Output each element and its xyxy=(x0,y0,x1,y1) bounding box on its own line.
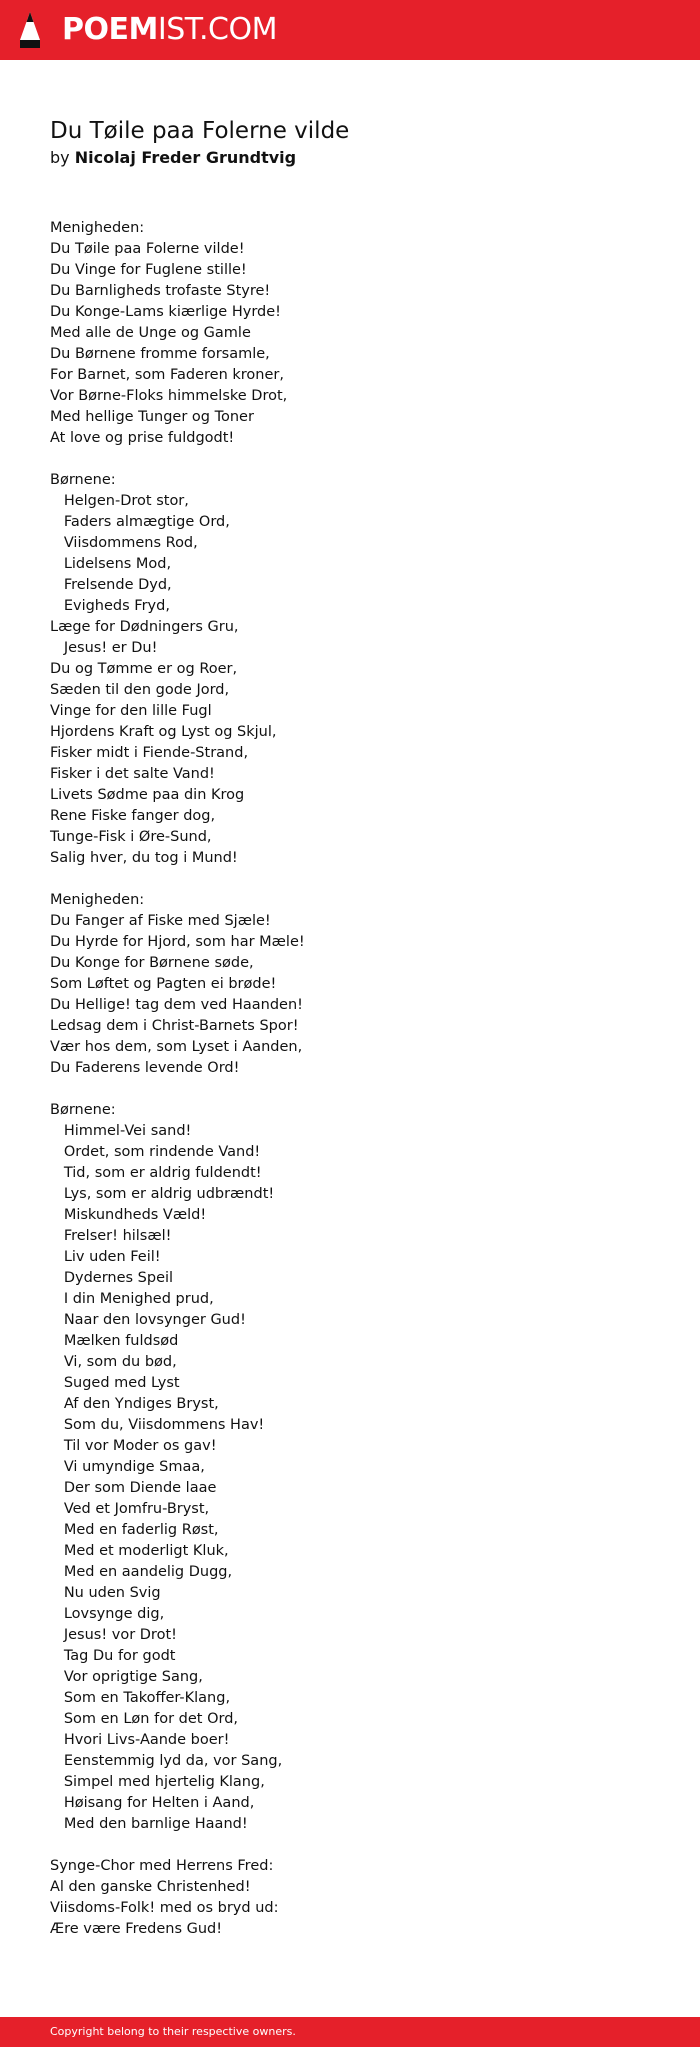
poem-line: Vinge for den lille Fugl xyxy=(50,703,212,719)
poem-line: Ære være Fredens Gud! xyxy=(50,1921,223,1937)
poem-line: For Barnet, som Faderen kroner, xyxy=(50,367,284,383)
poem-line: Som en Takoffer-Klang, xyxy=(50,1690,231,1706)
poem-line: Viisdoms-Folk! med os bryd ud: xyxy=(50,1900,279,1916)
poem-line: Vor Børne-Floks himmelske Drot, xyxy=(50,388,288,404)
poem-line: Vor oprigtige Sang, xyxy=(50,1669,203,1685)
poem-line: Mælken fuldsød xyxy=(50,1333,179,1349)
poem-line: Salig hver, du tog i Mund! xyxy=(50,850,238,866)
poem-line: Jesus! er Du! xyxy=(50,640,158,656)
poem-line: Børnene: xyxy=(50,1102,116,1118)
poem-line: Lys, som er aldrig udbrændt! xyxy=(50,1186,275,1202)
poem-line: Af den Yndiges Bryst, xyxy=(50,1396,219,1412)
poem-line: Du Hyrde for Hjord, som har Mæle! xyxy=(50,934,305,950)
poem-line: Høisang for Helten i Aand, xyxy=(50,1795,255,1811)
poem-line: Evigheds Fryd, xyxy=(50,598,170,614)
poem-line: Fisker i det salte Vand! xyxy=(50,766,215,782)
poem-line: Helgen-Drot stor, xyxy=(50,493,189,509)
poem-line: Du Tøile paa Folerne vilde! xyxy=(50,241,245,257)
poem-line: Til vor Moder os gav! xyxy=(50,1438,217,1454)
poem-line: Som Løftet og Pagten ei brøde! xyxy=(50,976,277,992)
poem-line: Du Konge-Lams kiærlige Hyrde! xyxy=(50,304,281,320)
poem-line: Du Vinge for Fuglene stille! xyxy=(50,262,247,278)
poem-line: Der som Diende laae xyxy=(50,1480,217,1496)
poem-line: Du Børnene fromme forsamle, xyxy=(50,346,270,362)
poem-line: Med en aandelig Dugg, xyxy=(50,1564,233,1580)
site-header xyxy=(0,0,700,60)
poem-line: Al den ganske Christenhed! xyxy=(50,1879,251,1895)
poem-line: Viisdommens Rod, xyxy=(50,535,198,551)
poem-line: Nu uden Svig xyxy=(50,1585,161,1601)
poem-line: Himmel-Vei sand! xyxy=(50,1123,192,1139)
poem-line: Ordet, som rindende Vand! xyxy=(50,1144,261,1160)
poem-line: Tag Du for godt xyxy=(50,1648,176,1664)
poem-line: Lidelsens Mod, xyxy=(50,556,172,572)
poem-line: Som du, Viisdommens Hav! xyxy=(50,1417,265,1433)
poem-line: Du Fanger af Fiske med Sjæle! xyxy=(50,913,271,929)
poem-line: Frelsende Dyd, xyxy=(50,577,172,593)
poem-line: Du Barnligheds trofaste Styre! xyxy=(50,283,271,299)
poem-line: Menigheden: xyxy=(50,892,145,908)
poem-line: Suged med Lyst xyxy=(50,1375,180,1391)
poem-line: Miskundheds Væld! xyxy=(50,1207,207,1223)
poem-line: Rene Fiske fanger dog, xyxy=(50,808,216,824)
poem-line: Faders almægtige Ord, xyxy=(50,514,230,530)
poem-line: Frelser! hilsæl! xyxy=(50,1228,172,1244)
poem-line: Ledsag dem i Christ-Barnets Spor! xyxy=(50,1018,299,1034)
poem-line: Du Hellige! tag dem ved Haanden! xyxy=(50,997,303,1013)
byline-label: by xyxy=(50,148,70,167)
poem-line: Dydernes Speil xyxy=(50,1270,174,1286)
poem-line: Livets Sødme paa din Krog xyxy=(50,787,245,803)
poem-line: Tunge-Fisk i Øre-Sund, xyxy=(50,829,212,845)
poem-line: Som en Løn for det Ord, xyxy=(50,1711,239,1727)
poem-line: Hvori Livs-Aande boer! xyxy=(50,1732,230,1748)
footer-copyright: Copyright belong to their respective owners. xyxy=(50,2025,296,2038)
poem-author: Nicolaj Freder Grundtvig xyxy=(74,148,297,167)
poem-title: Du Tøile paa Folerne vilde xyxy=(50,118,350,144)
poem-line: Med en faderlig Røst, xyxy=(50,1522,219,1538)
poem-line: Lovsynge dig, xyxy=(50,1606,165,1622)
poem-line: Med et moderligt Kluk, xyxy=(50,1543,229,1559)
poem-line: Eenstemmig lyd da, vor Sang, xyxy=(50,1753,283,1769)
site-logo-link[interactable] xyxy=(18,10,277,50)
logo-text-bold: POEM xyxy=(62,12,158,47)
poem-line: At love og prise fuldgodt! xyxy=(50,430,235,446)
poem-body xyxy=(50,218,670,1940)
poem-line: Naar den lovsynger Gud! xyxy=(50,1312,246,1328)
poem-line: Synge-Chor med Herrens Fred: xyxy=(50,1858,274,1874)
stanza-break xyxy=(50,869,670,890)
poem-line: Sæden til den gode Jord, xyxy=(50,682,230,698)
poem-line: Simpel med hjertelig Klang, xyxy=(50,1774,265,1790)
poem-line: Tid, som er aldrig fuldendt! xyxy=(50,1165,262,1181)
poem-line: Læge for Dødningers Gru, xyxy=(50,619,239,635)
poem-byline xyxy=(50,146,296,170)
poem-line: Vær hos dem, som Lyset i Aanden, xyxy=(50,1039,303,1055)
pencil-tip-icon xyxy=(18,10,42,50)
poem-line: Vi umyndige Smaa, xyxy=(50,1459,205,1475)
poem-line: Du Konge for Børnene søde, xyxy=(50,955,254,971)
poem-line: Med den barnlige Haand! xyxy=(50,1816,248,1832)
logo-text-light: IST.COM xyxy=(157,12,277,47)
poem-line: I din Menighed prud, xyxy=(50,1291,214,1307)
stanza-break xyxy=(50,449,670,470)
poem-line: Med alle de Unge og Gamle xyxy=(50,325,251,341)
poem-line: Liv uden Feil! xyxy=(50,1249,161,1265)
poem-line: Fisker midt i Fiende-Strand, xyxy=(50,745,249,761)
poem-line: Hjordens Kraft og Lyst og Skjul, xyxy=(50,724,277,740)
poem-line: Du og Tømme er og Roer, xyxy=(50,661,238,677)
site-logo-text xyxy=(62,10,277,50)
poem-line: Du Faderens levende Ord! xyxy=(50,1060,240,1076)
poem-line: Ved et Jomfru-Bryst, xyxy=(50,1501,210,1517)
stanza-break xyxy=(50,1835,670,1856)
poem-line: Børnene: xyxy=(50,472,116,488)
poem-line: Jesus! vor Drot! xyxy=(50,1627,177,1643)
stanza-break xyxy=(50,1079,670,1100)
poem-line: Menigheden: xyxy=(50,220,145,236)
poem-line: Vi, som du bød, xyxy=(50,1354,177,1370)
site-footer xyxy=(0,2017,700,2047)
poem-line: Med hellige Tunger og Toner xyxy=(50,409,254,425)
